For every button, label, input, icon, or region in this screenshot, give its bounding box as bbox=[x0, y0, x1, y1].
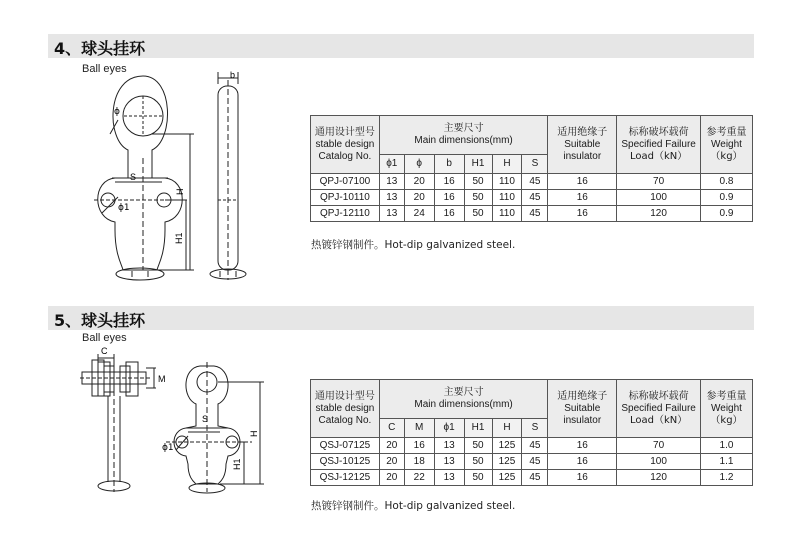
table-cell: 1.1 bbox=[701, 454, 753, 470]
table-cell: 45 bbox=[522, 454, 548, 470]
table-cell: 13 bbox=[434, 454, 464, 470]
table-cell: 13 bbox=[379, 174, 404, 190]
label-h1: H1 bbox=[232, 458, 242, 470]
table-cell: 50 bbox=[464, 438, 492, 454]
table-cell: 13 bbox=[434, 470, 464, 486]
table-row bbox=[311, 206, 753, 222]
spec-table-4 bbox=[310, 115, 753, 222]
label-h1: H1 bbox=[174, 232, 184, 244]
table-cell: 110 bbox=[492, 174, 522, 190]
table-cell: 50 bbox=[464, 470, 492, 486]
insulator-header-zh: 适用绝缘子 bbox=[557, 126, 608, 138]
table-cell: 16 bbox=[548, 438, 617, 454]
label-s: S bbox=[130, 172, 137, 182]
table-cell: 45 bbox=[522, 206, 548, 222]
failure-header-en1: Specified Failure bbox=[621, 402, 696, 414]
table-cell: 16 bbox=[434, 174, 464, 190]
catalog-header-en2: Catalog No. bbox=[318, 150, 372, 162]
table-cell: 16 bbox=[434, 206, 464, 222]
table-cell: 45 bbox=[522, 190, 548, 206]
weight-header-en2: （kg） bbox=[710, 150, 743, 162]
dim-subheader: C bbox=[379, 419, 404, 438]
dims-header-zh: 主要尺寸 bbox=[443, 387, 484, 398]
table-cell: 120 bbox=[617, 206, 701, 222]
catalog-header bbox=[311, 116, 380, 174]
weight-header-zh: 参考重量 bbox=[706, 390, 747, 402]
table-cell: 45 bbox=[522, 438, 548, 454]
weight-header-en1: Weight bbox=[711, 402, 742, 414]
table-cell: 13 bbox=[379, 206, 404, 222]
section-title: 4、球头挂环 bbox=[54, 39, 146, 58]
label-c: C bbox=[101, 346, 108, 356]
insulator-header bbox=[548, 380, 617, 438]
table-cell: 45 bbox=[522, 174, 548, 190]
table-cell: 16 bbox=[548, 190, 617, 206]
dims-header bbox=[379, 116, 548, 155]
ball-eye-drawing-5 bbox=[70, 342, 295, 500]
table-cell: 100 bbox=[617, 190, 701, 206]
table-cell: 125 bbox=[492, 438, 522, 454]
table-cell: QPJ-07100 bbox=[311, 174, 380, 190]
dim-subheader: H1 bbox=[464, 419, 492, 438]
dims-header bbox=[379, 380, 548, 419]
table-cell: 0.8 bbox=[701, 174, 753, 190]
table-cell: QSJ-07125 bbox=[311, 438, 380, 454]
failure-header-zh: 标称破坏载荷 bbox=[628, 126, 689, 138]
failure-header-en2: Load（kN） bbox=[629, 150, 688, 162]
weight-header-en2: （kg） bbox=[710, 414, 743, 426]
dim-subheader: H1 bbox=[464, 155, 492, 174]
table-cell: 16 bbox=[548, 470, 617, 486]
table-cell: 20 bbox=[379, 454, 404, 470]
table-cell: 120 bbox=[617, 470, 701, 486]
table-cell: 100 bbox=[617, 454, 701, 470]
section-subtitle: Ball eyes bbox=[82, 332, 127, 344]
table-row bbox=[311, 438, 753, 454]
table-cell: 24 bbox=[404, 206, 434, 222]
table-cell: 50 bbox=[464, 206, 492, 222]
label-h: H bbox=[175, 188, 185, 195]
table-cell: 16 bbox=[434, 190, 464, 206]
dim-subheader: H bbox=[492, 155, 522, 174]
dims-header-zh: 主要尺寸 bbox=[443, 123, 484, 134]
weight-header bbox=[701, 380, 753, 438]
failure-header bbox=[617, 380, 701, 438]
insulator-header-en2: insulator bbox=[563, 150, 602, 162]
catalog-header-en2: Catalog No. bbox=[318, 414, 372, 426]
section-header-bar bbox=[48, 34, 754, 58]
failure-header-en2: Load（kN） bbox=[629, 414, 688, 426]
failure-header bbox=[617, 116, 701, 174]
catalog-header-zh: 通用设计型号 bbox=[314, 390, 375, 402]
table-cell: 20 bbox=[379, 470, 404, 486]
insulator-header-en1: Suitable bbox=[564, 402, 601, 414]
table-cell: 70 bbox=[617, 174, 701, 190]
table-cell: QPJ-12110 bbox=[311, 206, 380, 222]
table-cell: QPJ-10110 bbox=[311, 190, 380, 206]
table-cell: 0.9 bbox=[701, 190, 753, 206]
table-cell: 18 bbox=[404, 454, 434, 470]
table-cell: 0.9 bbox=[701, 206, 753, 222]
table-cell: 20 bbox=[404, 174, 434, 190]
ball-eye-drawing-4 bbox=[70, 70, 295, 290]
dim-subheader: ϕ1 bbox=[434, 419, 464, 438]
insulator-header-en1: Suitable bbox=[564, 138, 601, 150]
label-phi: ϕ bbox=[114, 107, 120, 117]
table-cell: 13 bbox=[434, 438, 464, 454]
section-subtitle: Ball eyes bbox=[82, 63, 127, 75]
table-cell: 50 bbox=[464, 190, 492, 206]
table-cell: 45 bbox=[522, 470, 548, 486]
weight-header-zh: 参考重量 bbox=[706, 126, 747, 138]
weight-header bbox=[701, 116, 753, 174]
insulator-header bbox=[548, 116, 617, 174]
table-cell: 20 bbox=[404, 190, 434, 206]
table-row bbox=[311, 470, 753, 486]
insulator-header-en2: insulator bbox=[563, 414, 602, 426]
label-m: M bbox=[158, 374, 166, 384]
failure-header-en1: Specified Failure bbox=[621, 138, 696, 150]
dim-subheader: H bbox=[492, 419, 522, 438]
table-cell: 50 bbox=[464, 454, 492, 470]
label-phi1: ϕ1 bbox=[118, 203, 130, 213]
spec-table-5 bbox=[310, 379, 753, 486]
table-cell: 1.0 bbox=[701, 438, 753, 454]
table-cell: 110 bbox=[492, 206, 522, 222]
table-cell: 110 bbox=[492, 190, 522, 206]
table-cell: 16 bbox=[548, 174, 617, 190]
table-cell: 22 bbox=[404, 470, 434, 486]
dims-header-en: Main dimensions(mm) bbox=[414, 135, 513, 146]
catalog-header-en1: stable design bbox=[315, 138, 375, 150]
table-row bbox=[311, 454, 753, 470]
table-cell: 50 bbox=[464, 174, 492, 190]
table-cell: 16 bbox=[548, 454, 617, 470]
insulator-header-zh: 适用绝缘子 bbox=[557, 390, 608, 402]
label-h: H bbox=[249, 430, 259, 437]
table-cell: 70 bbox=[617, 438, 701, 454]
catalog-header-en1: stable design bbox=[315, 402, 375, 414]
catalog-header bbox=[311, 380, 380, 438]
failure-header-zh: 标称破坏载荷 bbox=[628, 390, 689, 402]
label-s: S bbox=[202, 414, 209, 424]
label-b: b bbox=[230, 70, 236, 80]
section-title: 5、球头挂环 bbox=[54, 311, 146, 330]
table-cell: 16 bbox=[548, 206, 617, 222]
table-row bbox=[311, 174, 753, 190]
table-cell: 20 bbox=[379, 438, 404, 454]
table-cell: 16 bbox=[404, 438, 434, 454]
table-cell: 1.2 bbox=[701, 470, 753, 486]
material-note: 热镀锌钢制件。Hot-dip galvanized steel. bbox=[311, 239, 516, 251]
dim-subheader: b bbox=[434, 155, 464, 174]
material-note: 热镀锌钢制件。Hot-dip galvanized steel. bbox=[311, 500, 516, 512]
table-cell: 125 bbox=[492, 470, 522, 486]
dim-subheader: S bbox=[522, 155, 548, 174]
catalog-header-zh: 通用设计型号 bbox=[314, 126, 375, 138]
dim-subheader: M bbox=[404, 419, 434, 438]
table-cell: 125 bbox=[492, 454, 522, 470]
dim-subheader: S bbox=[522, 419, 548, 438]
table-row bbox=[311, 190, 753, 206]
table-cell: QSJ-10125 bbox=[311, 454, 380, 470]
weight-header-en1: Weight bbox=[711, 138, 742, 150]
dim-subheader: ϕ bbox=[404, 155, 434, 174]
label-phi1: ϕ1 bbox=[162, 443, 174, 453]
dim-subheader: ϕ1 bbox=[379, 155, 404, 174]
dims-header-en: Main dimensions(mm) bbox=[414, 399, 513, 410]
table-cell: 13 bbox=[379, 190, 404, 206]
table-cell: QSJ-12125 bbox=[311, 470, 380, 486]
section-header-bar bbox=[48, 306, 754, 330]
